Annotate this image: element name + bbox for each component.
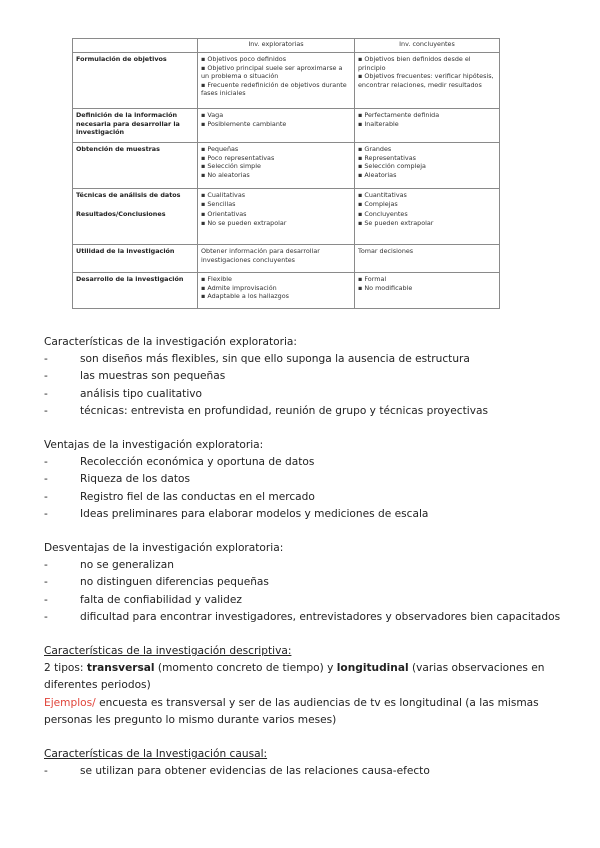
cell-exploratorias: Obtener información para desarrollar investigaciones concluyentes: [198, 245, 355, 273]
document-body: [44, 334, 564, 780]
row-label: Técnicas de análisis de datos Resultados/Conclusiones: [73, 189, 198, 245]
cell-concluyentes: ▪ Perfectamente definida ▪ Inalterable: [355, 109, 500, 143]
descriptiva-paragraph: 2 tipos: transversal (momento concreto de tiempo) y longitudinal (varias observaciones en diferentes periodos): [44, 662, 545, 692]
table-row: [73, 245, 500, 273]
list-item: - son diseños más flexibles, sin que ello suponga la ausencia de estructura: [44, 353, 470, 366]
section-title-causal: Características de la Investigación causal:: [44, 748, 268, 761]
list-item: - las muestras son pequeñas: [44, 370, 226, 383]
row-label: Utilidad de la investigación: [73, 245, 198, 273]
cell-concluyentes: Tomar decisiones: [355, 245, 500, 273]
row-label: Desarrollo de la investigación: [73, 273, 198, 309]
cell-exploratorias: ▪ Flexible ▪ Admite improvisación ▪ Adaptable a los hallazgos: [198, 273, 355, 309]
list-item: - falta de confiabilidad y validez: [44, 593, 242, 606]
list-item: - no distinguen diferencias pequeñas: [44, 576, 269, 589]
cell-concluyentes: ▪ Grandes ▪ Representativas ▪ Selección compleja ▪ Aleatorias: [355, 143, 500, 189]
section-title-desventajas: Desventajas de la investigación exploratoria:: [44, 542, 284, 555]
list-item: - Recolección económica y oportuna de datos: [44, 456, 315, 469]
cell-exploratorias: ▪ Pequeñas ▪ Poco representativas ▪ Selección simple ▪ No aleatorias: [198, 143, 355, 189]
list-item: - Registro fiel de las conductas en el mercado: [44, 490, 315, 503]
cell-concluyentes: ▪ Objetivos bien definidos desde el principio ▪ Objetivos frecuentes: verificar hipótesis, encontrar relaciones, medir resultados: [355, 53, 500, 109]
table-header-empty: [73, 39, 198, 53]
comparison-table: [72, 38, 500, 309]
cell-exploratorias: ▪ Vaga ▪ Posiblemente cambiante: [198, 109, 355, 143]
list-item: - no se generalizan: [44, 559, 174, 572]
cell-exploratorias: ▪ Cualitativas ▪ Sencillas ▪ Orientativas ▪ No se pueden extrapolar: [198, 189, 355, 245]
row-label: Definición de la información necesaria para desarrollar la investigación: [73, 109, 198, 143]
ejemplos-paragraph: Ejemplos/ encuesta es transversal y ser de las audiencias de tv es longitudinal (a las mismas personas les pregunto lo mismo durante varios meses): [44, 696, 539, 726]
cell-concluyentes: ▪ Formal ▪ No modificable: [355, 273, 500, 309]
table-header-exploratorias: Inv. exploratorias: [198, 39, 355, 53]
cell-concluyentes: ▪ Cuantitativas ▪ Complejas ▪ Concluyentes ▪ Se pueden extrapolar: [355, 189, 500, 245]
ejemplos-label: Ejemplos/: [44, 696, 96, 709]
cell-exploratorias: ▪ Objetivos poco definidos ▪ Objetivo principal suele ser aproximarse a un problema o situación ▪ Frecuente redefinición de objetivos durante fases iniciales: [198, 53, 355, 109]
table-row: [73, 109, 500, 143]
section-title-descriptiva: Características de la investigación descriptiva:: [44, 645, 292, 658]
list-item: - Riqueza de los datos: [44, 473, 190, 486]
row-label: Obtención de muestras: [73, 143, 198, 189]
list-item: - técnicas: entrevista en profundidad, reunión de grupo y técnicas proyectivas: [44, 404, 488, 417]
section-title-exploratoria: Características de la investigación exploratoria:: [44, 336, 297, 348]
list-item: - Ideas preliminares para elaborar modelos y mediciones de escala: [44, 507, 429, 520]
list-item: - análisis tipo cualitativo: [44, 387, 203, 400]
table-row: [73, 53, 500, 109]
table-header-concluyentes: Inv. concluyentes: [355, 39, 500, 53]
list-item: - dificultad para encontrar investigadores, entrevistadores y observadores bien capacitados: [44, 610, 561, 623]
row-label: Formulación de objetivos: [73, 53, 198, 109]
section-title-ventajas: Ventajas de la investigación exploratoria:: [44, 439, 264, 452]
list-item: - se utilizan para obtener evidencias de las relaciones causa-efecto: [44, 765, 430, 778]
table-header-row: [73, 39, 500, 53]
table-row: [73, 273, 500, 309]
table-row: [73, 189, 500, 245]
table-row: [73, 143, 500, 189]
